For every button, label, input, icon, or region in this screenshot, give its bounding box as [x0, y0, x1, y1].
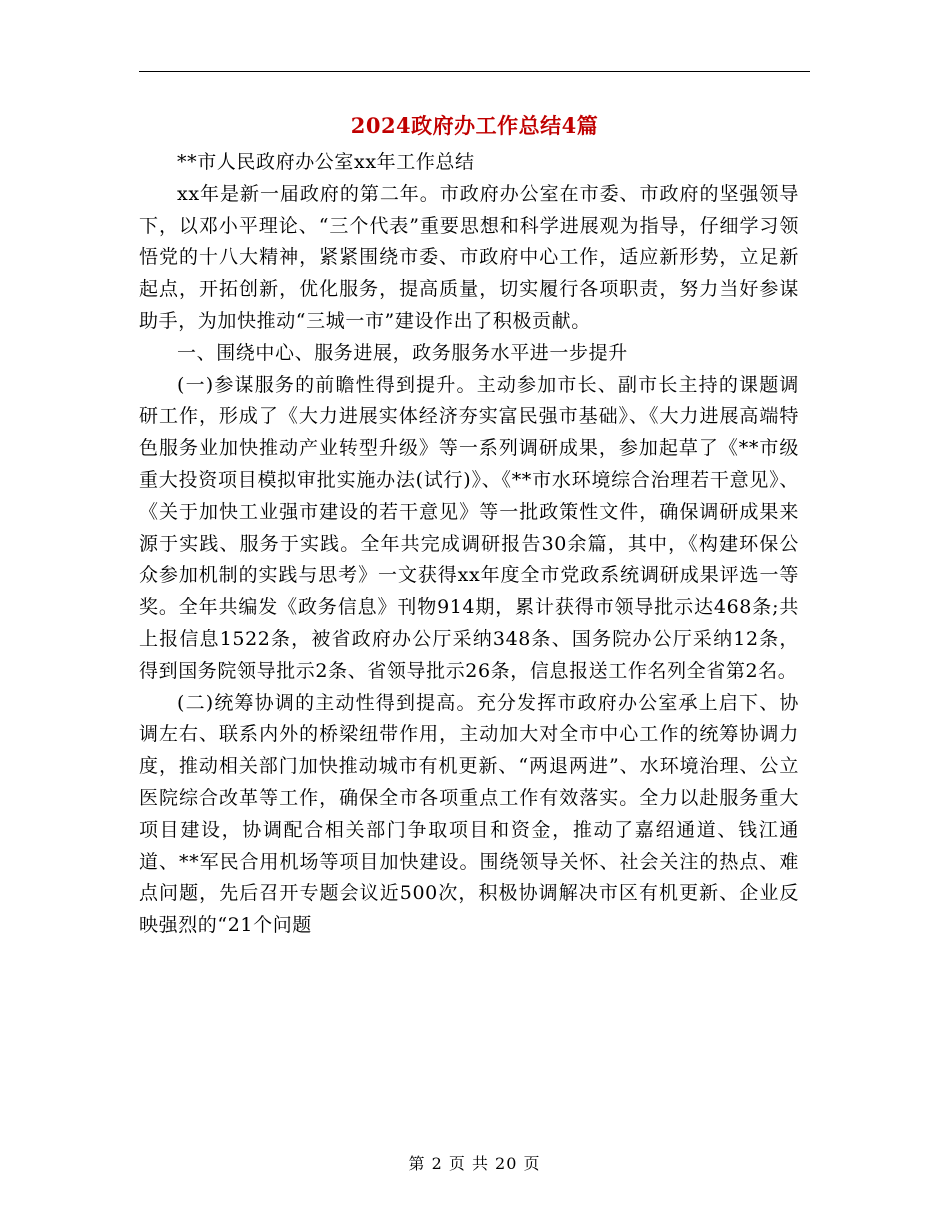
section-heading-1: 一、围绕中心、服务进展，政务服务水平进一步提升	[177, 341, 628, 364]
paragraph-item-2: (二)统筹协调的主动性得到提高。充分发挥市政府办公室承上启下、协调左右、联系内外的桥梁纽带作用，主动加大对全市中心工作的统筹协调力度，推动相关部门加快推动城市有机更新、“两退两进”、水环境治理、公立医院综合改革等工作，确保全市各项重点工作有效落实。全力以赴服务重大项目建设，协调配合相关部门争取项目和资金，推动了嘉绍通道、钱江通道、**军民合用机场等项目加快建设。围绕领导关怀、社会关注的热点、难点问题，先后召开专题会议近500次，积极协调解决市区有机更新、企业反映强烈的“21个问题	[139, 691, 799, 937]
paragraph-intro: xx年是新一届政府的第二年。市政府办公室在市委、市政府的坚强领导下，以邓小平理论、“三个代表”重要思想和科学进展观为指导，仔细学习领悟党的十八大精神，紧紧围绕市委、市政府中心工作，适应新形势，立足新起点，开拓创新，优化服务，提高质量，切实履行各项职责，努力当好参谋助手，为加快推动“三城一市”建设作出了积极贡献。	[139, 182, 799, 332]
paragraph-subtitle: **市人民政府办公室xx年工作总结	[177, 151, 475, 173]
paragraph-item-1: (一)参谋服务的前瞻性得到提升。主动参加市长、副市长主持的课题调研工作，形成了《大力进展实体经济夯实富民强市基础》、《大力进展高端特色服务业加快推动产业转型升级》等一系列调研成果，参加起草了《**市级重大投资项目模拟审批实施办法(试行)》、《**市水环境综合治理若干意见》、《关于加快工业强市建设的若干意见》等一批政策性文件，确保调研成果来源于实践、服务于实践。全年共完成调研报告30余篇，其中，《构建环保公众参加机制的实践与思考》一文获得xx年度全市党政系统调研成果评选一等奖。全年共编发《政务信息》刊物914期，累计获得市领导批示达468条;共上报信息1522条，被省政府办公厅采纳348条、国务院办公厅采纳12条，得到国务院领导批示2条、省领导批示26条，信息报送工作名列全省第2名。	[139, 373, 799, 682]
page-number-footer: 第 2 页 共 20 页	[408, 1154, 541, 1173]
document-body	[139, 147, 799, 942]
header-rule	[139, 71, 810, 72]
document-title: 2024政府办工作总结4篇	[350, 113, 599, 138]
